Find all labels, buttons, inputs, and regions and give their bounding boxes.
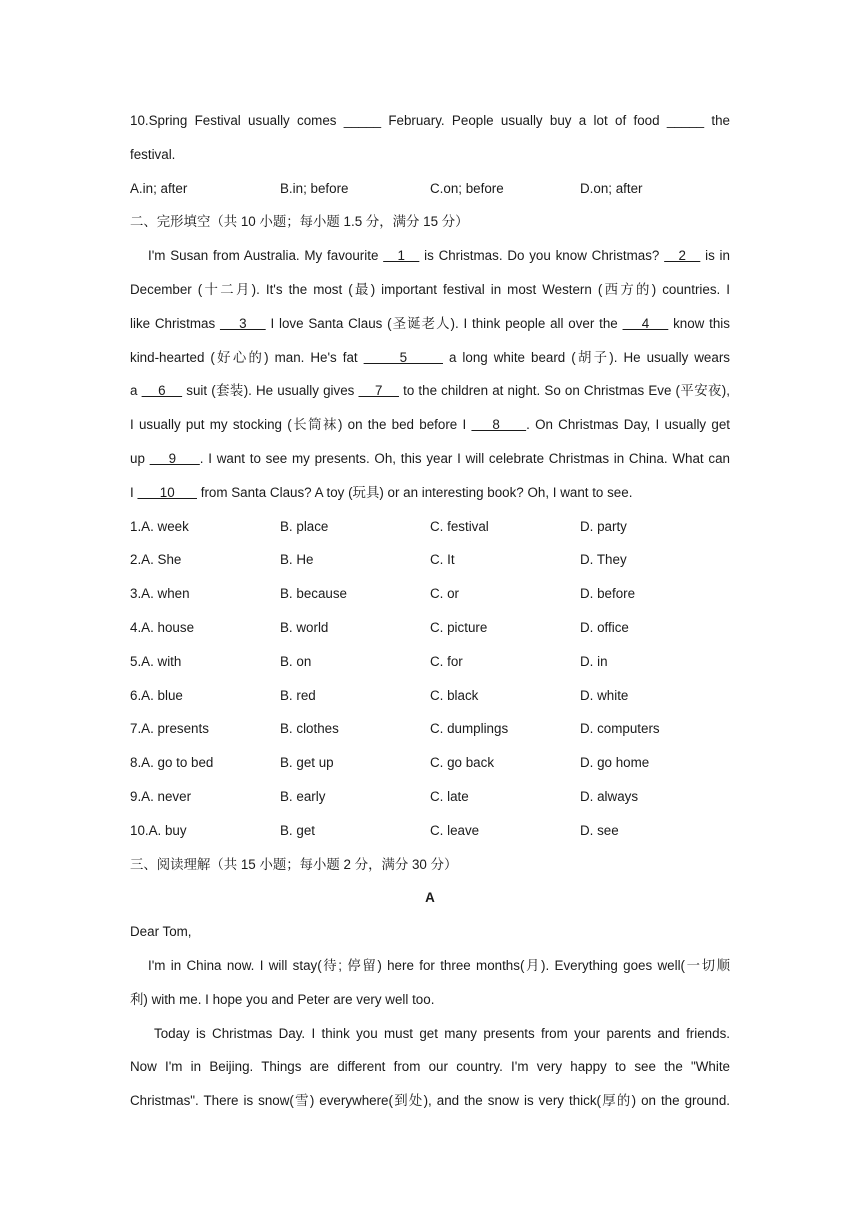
blank-6: 6 (141, 383, 183, 399)
blank-9: 9 (149, 450, 200, 466)
option-c: C. dumplings (430, 721, 509, 737)
text: suit (套装). He usually gives (182, 383, 359, 399)
option-c: C. leave (430, 822, 480, 838)
option-b: B. He (280, 552, 314, 568)
q10-option-a: A.in; after (130, 180, 188, 196)
option-row (130, 510, 730, 544)
text: a long white beard (胡子). He usually wears (443, 349, 730, 365)
text: I usually put my stocking (长筒袜) on the bed before I (130, 417, 472, 433)
option-c: C. late (430, 788, 469, 804)
letter-p2-line3: Christmas". There is snow(雪) everywhere(到处), and the snow is very thick(厚的) on the ground. (130, 1093, 730, 1109)
option-row (130, 814, 730, 848)
option-a: 4.A. house (130, 619, 195, 635)
text: a (130, 383, 142, 399)
option-d: D. party (580, 518, 627, 534)
option-d: D. before (580, 586, 636, 602)
text: to the children at night. So on Christmas Eve (平安夜), (398, 383, 730, 399)
text: like Christmas (130, 315, 220, 331)
option-a: 6.A. blue (130, 687, 183, 703)
letter-salutation: Dear Tom, (130, 924, 192, 940)
option-row (130, 645, 730, 679)
option-c: C. or (430, 586, 460, 602)
cloze-line-4 (130, 341, 730, 375)
cloze-line-1 (130, 239, 730, 273)
text: I love Santa Claus (圣诞老人). I think people all over the (265, 315, 623, 331)
option-d: D. see (580, 822, 619, 838)
q10-line1: 10.Spring Festival usually comes _____ February. People usually buy a lot of food _____ the (130, 113, 730, 128)
section3-heading: 三、阅读理解（共 15 小题；每小题 2 分，满分 30 分） (130, 856, 458, 872)
text: is Christmas. Do you know Christmas? (419, 248, 665, 264)
option-b: B. red (280, 687, 316, 703)
text: . I want to see my presents. Oh, this year I will celebrate Christmas in China. What can (199, 450, 730, 466)
option-c: C. go back (430, 755, 495, 771)
option-b: B. world (280, 619, 329, 635)
option-a: 7.A. presents (130, 721, 209, 737)
option-b: B. get up (280, 755, 334, 771)
option-d: D. always (580, 788, 639, 804)
text: up (130, 450, 150, 466)
option-b: B. clothes (280, 721, 339, 737)
blank-10: 10 (137, 484, 197, 500)
cloze-line-5 (130, 374, 730, 408)
option-d: D. go home (580, 755, 650, 771)
blank-5: 5 (363, 349, 443, 365)
letter-p1-line1: I'm in China now. I will stay(待; 停留) here for three months(月). Everything goes well(一切顺 (148, 957, 730, 973)
option-a: 1.A. week (130, 518, 189, 534)
option-b: B. get (280, 822, 315, 838)
option-a: 3.A. when (130, 586, 190, 602)
blank-8: 8 (471, 417, 527, 433)
option-row (130, 679, 730, 713)
option-d: D. office (580, 619, 629, 635)
blank-7: 7 (358, 383, 399, 399)
q10-options (130, 172, 730, 206)
option-row (130, 543, 730, 577)
text: is in (700, 248, 730, 264)
option-c: C. black (430, 687, 479, 703)
option-c: C. for (430, 653, 463, 669)
cloze-options (130, 510, 730, 848)
text: I'm Susan from Australia. My favourite (148, 248, 384, 264)
text: . On Christmas Day, I usually get (526, 417, 730, 433)
option-b: B. place (280, 518, 329, 534)
blank-4: 4 (622, 315, 669, 331)
option-row (130, 611, 730, 645)
option-c: C. It (430, 552, 455, 568)
option-row (130, 712, 730, 746)
text: from Santa Claus? A toy (玩具) or an interesting book? Oh, I want to see. (197, 484, 633, 500)
blank-2: 2 (664, 248, 701, 264)
text: I (130, 484, 138, 500)
cloze-line-3 (130, 307, 730, 341)
q10-line2: festival. (130, 146, 176, 162)
part-label: A (425, 890, 435, 906)
option-a: 8.A. go to bed (130, 755, 214, 771)
text: kind-hearted (好心的) man. He's fat (130, 349, 364, 365)
cloze-line-7 (130, 442, 730, 476)
option-d: D. They (580, 552, 627, 568)
option-b: B. on (280, 653, 312, 669)
q10-option-b: B.in; before (280, 180, 349, 196)
blank-3: 3 (219, 315, 266, 331)
option-c: C. picture (430, 619, 488, 635)
option-row (130, 780, 730, 814)
cloze-line-8 (130, 476, 730, 510)
option-row (130, 577, 730, 611)
option-a: 5.A. with (130, 653, 182, 669)
text: know this (668, 315, 730, 331)
option-d: D. white (580, 687, 629, 703)
letter-p2-line1: Today is Christmas Day. I think you must get many presents from your parents and friends. (154, 1025, 730, 1041)
section2-heading: 二、完形填空（共 10 小题；每小题 1.5 分，满分 15 分） (130, 214, 469, 230)
option-a: 10.A. buy (130, 822, 187, 838)
q10-option-c: C.on; before (430, 180, 504, 196)
option-d: D. computers (580, 721, 660, 737)
cloze-line-2: December (十二月). It's the most (最) important festival in most Western (西方的) countries. I (130, 281, 730, 297)
letter-p2-line2: Now I'm in Beijing. Things are different from our country. I'm very happy to see the "White (130, 1059, 730, 1075)
option-row (130, 746, 730, 780)
q10-option-d: D.on; after (580, 180, 643, 196)
option-d: D. in (580, 653, 608, 669)
option-a: 9.A. never (130, 788, 192, 804)
option-a: 2.A. She (130, 552, 182, 568)
blank-1: 1 (383, 248, 420, 264)
option-c: C. festival (430, 518, 489, 534)
document-page (130, 104, 730, 1118)
option-b: B. early (280, 788, 326, 804)
cloze-line-6 (130, 408, 730, 442)
letter-p1-line2: 利) with me. I hope you and Peter are very well too. (130, 991, 435, 1007)
option-b: B. because (280, 586, 347, 602)
